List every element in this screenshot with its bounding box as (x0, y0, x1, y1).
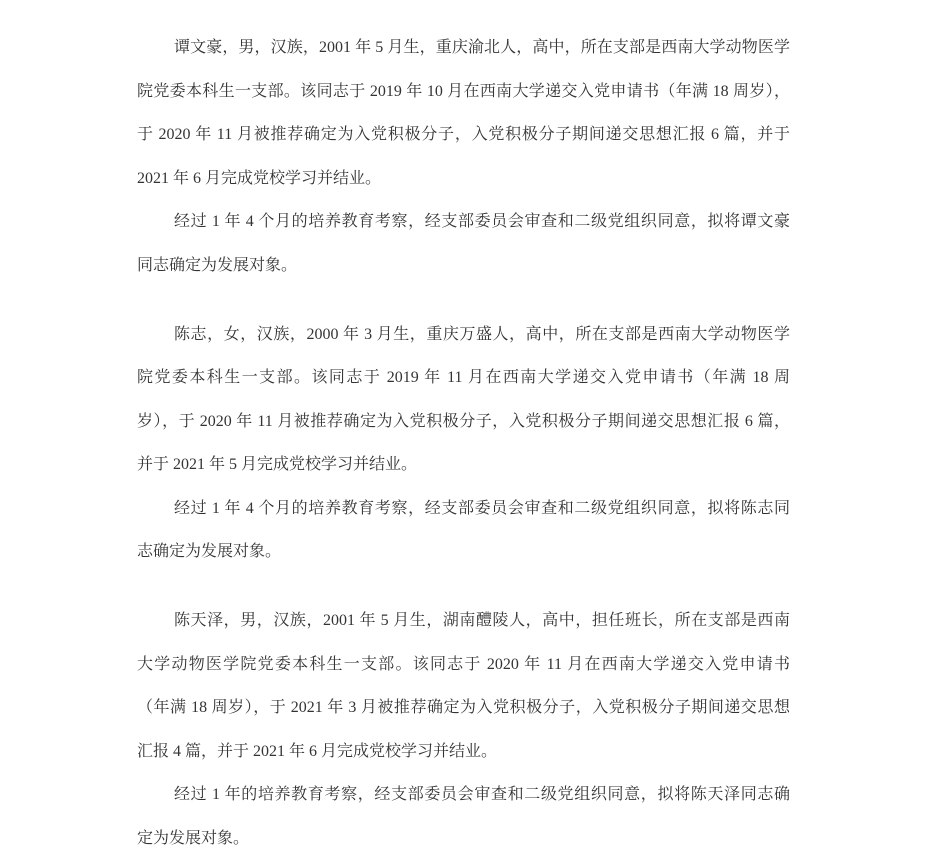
candidate-conclusion-paragraph (137, 773, 790, 858)
candidate-section-chen-zhi (137, 313, 790, 574)
document-text-line: 陈志，女，汉族，2000 年 3 月生，重庆万盛人，高中，所在支部是西南大学动物医学 (174, 325, 790, 343)
candidate-intro-paragraph (137, 313, 790, 487)
document-text-line: 经过 1 年 4 个月的培养教育考察，经支部委员会审查和二级党组织同意，拟将陈志同 (174, 499, 790, 517)
document-text-line: 经过 1 年的培养教育考察，经支部委员会审查和二级党组织同意，拟将陈天泽同志确 (174, 786, 790, 803)
document-text-line: 同志确定为发展对象。 (137, 256, 298, 274)
document-text-line: 岁），于 2020 年 11 月被推荐确定为入党积极分子，入党积极分子期间递交思想汇报 6 篇， (137, 412, 790, 430)
candidate-conclusion-paragraph (137, 487, 790, 574)
document-text-line: 谭文豪，男，汉族，2001 年 5 月生，重庆渝北人，高中，所在支部是西南大学动物医学 (174, 39, 790, 56)
document-text-line: 大学动物医学院党委本科生一支部。该同志于 2020 年 11 月在西南大学递交入党申请书 (137, 655, 790, 673)
candidate-intro-paragraph (137, 599, 790, 773)
document-text-line: 院党委本科生一支部。该同志于 2019 年 11 月在西南大学递交入党申请书（年满 18 周 (137, 369, 790, 386)
document-text-line: 志确定为发展对象。 (137, 543, 282, 560)
candidate-section-chen-tianze (137, 599, 790, 858)
document-text-line: 定为发展对象。 (137, 829, 250, 847)
document-text-line: 陈天泽，男，汉族，2001 年 5 月生，湖南醴陵人，高中，担任班长，所在支部是西南 (174, 612, 790, 629)
document-text-line: 并于 2021 年 5 月完成党校学习并结业。 (137, 456, 418, 473)
document-text-line: 经过 1 年 4 个月的培养教育考察，经支部委员会审查和二级党组织同意，拟将谭文豪 (174, 213, 790, 230)
candidate-conclusion-paragraph (137, 200, 790, 287)
document-text-line: （年满 18 周岁），于 2021 年 3 月被推荐确定为入党积极分子，入党积极分子期间递交思想 (137, 699, 790, 716)
document-text-line: 2021 年 6 月完成党校学习并结业。 (137, 169, 382, 187)
document-text-line: 院党委本科生一支部。该同志于 2019 年 10 月在西南大学递交入党申请书（年满 18 周岁）， (137, 82, 790, 100)
document-text-line: 汇报 4 篇，并于 2021 年 6 月完成党校学习并结业。 (137, 742, 498, 760)
candidate-section-tan-wenhao (137, 26, 790, 287)
document-text-line: 于 2020 年 11 月被推荐确定为入党积极分子，入党积极分子期间递交思想汇报 6 篇，并于 (137, 126, 790, 143)
candidate-intro-paragraph (137, 26, 790, 200)
